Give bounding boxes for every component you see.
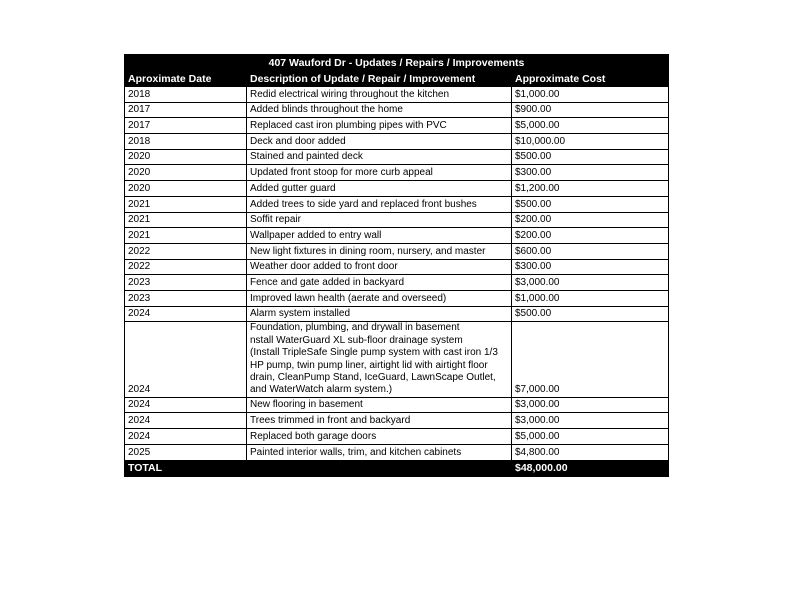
header-cost: Approximate Cost — [512, 71, 669, 87]
table-row — [125, 134, 669, 150]
total-spacer — [247, 460, 512, 476]
title-row — [125, 55, 669, 71]
table-row — [125, 102, 669, 118]
row-description: Stained and painted deck — [247, 149, 512, 165]
row-cost: $10,000.00 — [512, 134, 669, 150]
table-row — [125, 306, 669, 322]
row-description: Replaced cast iron plumbing pipes with PVC — [247, 118, 512, 134]
header-description: Description of Update / Repair / Improvement — [247, 71, 512, 87]
row-date: 2021 — [125, 196, 247, 212]
row-cost: $3,000.00 — [512, 275, 669, 291]
row-cost: $500.00 — [512, 306, 669, 322]
row-date: 2020 — [125, 149, 247, 165]
row-description: Updated front stoop for more curb appeal — [247, 165, 512, 181]
table-body — [125, 87, 669, 461]
row-description: Painted interior walls, trim, and kitchen cabinets — [247, 444, 512, 460]
row-date: 2024 — [125, 413, 247, 429]
table-row — [125, 149, 669, 165]
row-cost: $600.00 — [512, 243, 669, 259]
total-row — [125, 460, 669, 476]
header-date: Aproximate Date — [125, 71, 247, 87]
table-row — [125, 87, 669, 103]
header-row — [125, 71, 669, 87]
row-cost: $5,000.00 — [512, 429, 669, 445]
row-date: 2021 — [125, 228, 247, 244]
table-row — [125, 444, 669, 460]
row-date: 2023 — [125, 275, 247, 291]
row-date: 2024 — [125, 322, 247, 397]
table-row — [125, 181, 669, 197]
row-cost: $500.00 — [512, 196, 669, 212]
row-cost: $300.00 — [512, 259, 669, 275]
row-cost: $1,200.00 — [512, 181, 669, 197]
row-cost: $5,000.00 — [512, 118, 669, 134]
row-date: 2018 — [125, 134, 247, 150]
row-cost: $200.00 — [512, 228, 669, 244]
table-row — [125, 228, 669, 244]
row-description: Foundation, plumbing, and drywall in basement nstall WaterGuard XL sub-floor drainage system (Install TripleSafe Single pump system with cast iron 1/3 HP pump, twin pump liner, airtight lid with airtight floor drain, CleanPump Stand, IceGuard, LawnScape Outlet, and WaterWatch alarm system.) — [247, 322, 512, 397]
table-row — [125, 243, 669, 259]
row-cost: $300.00 — [512, 165, 669, 181]
row-date: 2020 — [125, 181, 247, 197]
row-date: 2024 — [125, 397, 247, 413]
improvements-table — [124, 54, 669, 477]
row-description: Deck and door added — [247, 134, 512, 150]
row-description: Alarm system installed — [247, 306, 512, 322]
table-row — [125, 413, 669, 429]
row-description: New flooring in basement — [247, 397, 512, 413]
table-row — [125, 212, 669, 228]
row-date: 2024 — [125, 306, 247, 322]
row-description: Weather door added to front door — [247, 259, 512, 275]
row-date: 2020 — [125, 165, 247, 181]
table-row — [125, 429, 669, 445]
row-cost: $7,000.00 — [512, 322, 669, 397]
table-row — [125, 275, 669, 291]
row-description: New light fixtures in dining room, nursery, and master — [247, 243, 512, 259]
row-cost: $1,000.00 — [512, 290, 669, 306]
row-description: Fence and gate added in backyard — [247, 275, 512, 291]
row-description: Wallpaper added to entry wall — [247, 228, 512, 244]
row-description: Redid electrical wiring throughout the kitchen — [247, 87, 512, 103]
row-cost: $200.00 — [512, 212, 669, 228]
table-row — [125, 196, 669, 212]
row-cost: $1,000.00 — [512, 87, 669, 103]
table-row — [125, 397, 669, 413]
row-description: Added trees to side yard and replaced front bushes — [247, 196, 512, 212]
table-row — [125, 290, 669, 306]
total-cost: $48,000.00 — [512, 460, 669, 476]
row-date: 2018 — [125, 87, 247, 103]
row-date: 2021 — [125, 212, 247, 228]
row-description: Soffit repair — [247, 212, 512, 228]
row-cost: $3,000.00 — [512, 397, 669, 413]
table-title: 407 Wauford Dr - Updates / Repairs / Improvements — [125, 55, 669, 71]
table-row — [125, 322, 669, 397]
row-description: Trees trimmed in front and backyard — [247, 413, 512, 429]
table-row — [125, 165, 669, 181]
row-description: Added gutter guard — [247, 181, 512, 197]
row-date: 2022 — [125, 243, 247, 259]
row-cost: $3,000.00 — [512, 413, 669, 429]
row-cost: $4,800.00 — [512, 444, 669, 460]
row-date: 2022 — [125, 259, 247, 275]
row-date: 2017 — [125, 118, 247, 134]
improvements-sheet — [124, 54, 668, 477]
row-cost: $900.00 — [512, 102, 669, 118]
row-description: Added blinds throughout the home — [247, 102, 512, 118]
table-row — [125, 118, 669, 134]
row-date: 2025 — [125, 444, 247, 460]
table-row — [125, 259, 669, 275]
row-date: 2024 — [125, 429, 247, 445]
row-date: 2023 — [125, 290, 247, 306]
row-description: Improved lawn health (aerate and overseed) — [247, 290, 512, 306]
row-cost: $500.00 — [512, 149, 669, 165]
row-date: 2017 — [125, 102, 247, 118]
row-description: Replaced both garage doors — [247, 429, 512, 445]
total-label: TOTAL — [125, 460, 247, 476]
